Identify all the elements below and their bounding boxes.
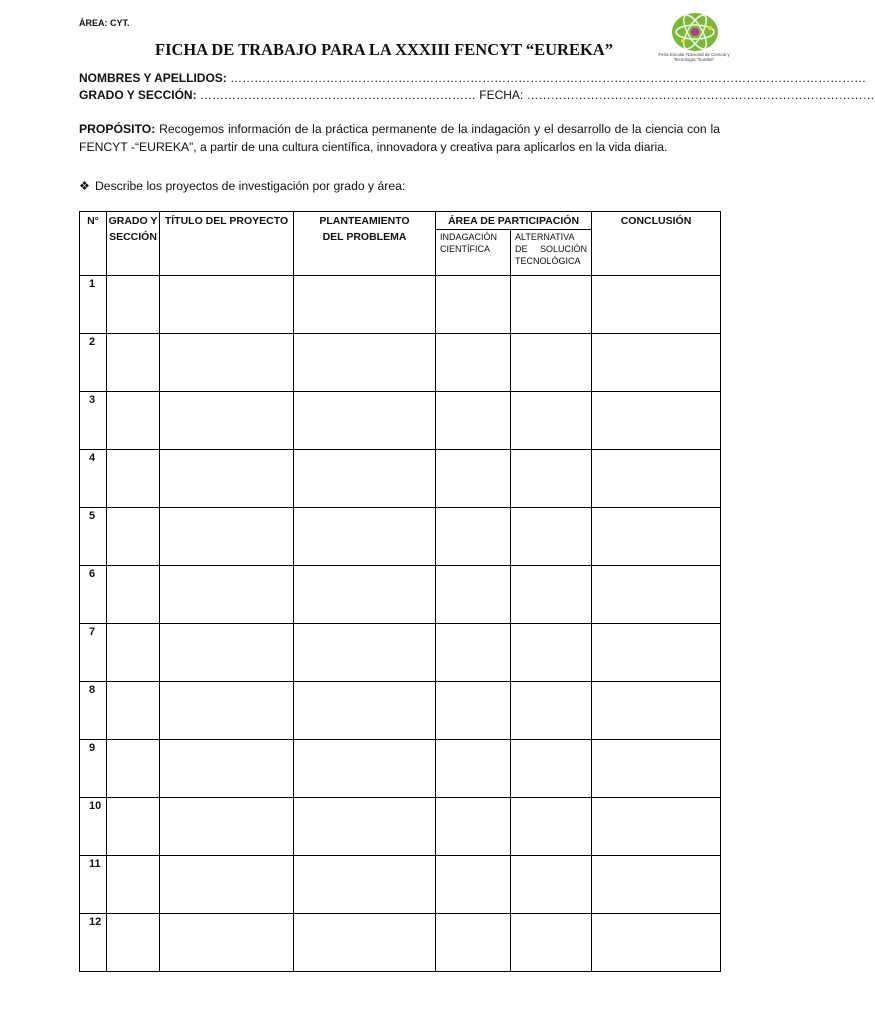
area-label: ÁREA: CYT. [79,18,130,28]
nombres-label: NOMBRES Y APELLIDOS: [79,71,227,85]
table-row [80,914,721,972]
row-number: 3 [80,392,107,450]
planteamiento-cell[interactable] [294,450,436,508]
conclusion-cell[interactable] [592,392,721,450]
conclusion-cell[interactable] [592,508,721,566]
grado-cell[interactable] [107,566,160,624]
table-row [80,856,721,914]
indagacion-cell[interactable] [436,798,511,856]
alternativa-cell[interactable] [511,450,592,508]
titulo-cell[interactable] [160,276,294,334]
projects-table [79,211,721,972]
alternativa-cell[interactable] [511,624,592,682]
fecha-field[interactable]: …………………………………………………………………………… [526,88,875,102]
instruction-text: Describe los proyectos de investigación por grado y área: [95,179,406,193]
planteamiento-cell[interactable] [294,682,436,740]
row-number: 2 [80,334,107,392]
titulo-cell[interactable] [160,914,294,972]
header-conclusion: CONCLUSIÓN [592,212,721,276]
table-body [80,276,721,972]
grado-cell[interactable] [107,450,160,508]
header-planteamiento: PLANTEAMIENTO DEL PROBLEMA [294,212,436,276]
table-row [80,392,721,450]
grado-cell[interactable] [107,508,160,566]
alternativa-cell[interactable] [511,392,592,450]
alternativa-cell[interactable] [511,856,592,914]
header-area: ÁREA DE PARTICIPACIÓN [436,212,592,230]
indagacion-cell[interactable] [436,508,511,566]
grado-label: GRADO Y SECCIÓN: [79,88,197,102]
planteamiento-cell[interactable] [294,740,436,798]
header-alternativa: ALTERNATIVA DE SOLUCIÓN TECNOLÓGICA [511,230,592,276]
grado-cell[interactable] [107,276,160,334]
table-row [80,334,721,392]
alternativa-cell[interactable] [511,508,592,566]
indagacion-cell[interactable] [436,450,511,508]
header-titulo: TÍTULO DEL PROYECTO [160,212,294,276]
row-number: 9 [80,740,107,798]
titulo-cell[interactable] [160,450,294,508]
table-row [80,450,721,508]
titulo-cell[interactable] [160,740,294,798]
proposito-label: PROPÓSITO: [79,122,156,136]
titulo-cell[interactable] [160,392,294,450]
alternativa-cell[interactable] [511,798,592,856]
table-row [80,682,721,740]
titulo-cell[interactable] [160,624,294,682]
table-row [80,798,721,856]
titulo-cell[interactable] [160,856,294,914]
grado-cell[interactable] [107,682,160,740]
grado-cell[interactable] [107,740,160,798]
nombres-field[interactable]: …………………………………………………………………………………………………………………………………………… [230,71,867,85]
planteamiento-cell[interactable] [294,508,436,566]
conclusion-cell[interactable] [592,624,721,682]
conclusion-cell[interactable] [592,740,721,798]
titulo-cell[interactable] [160,508,294,566]
titulo-cell[interactable] [160,682,294,740]
planteamiento-cell[interactable] [294,798,436,856]
row-number: 12 [80,914,107,972]
alternativa-cell[interactable] [511,276,592,334]
student-fields [79,70,875,104]
nombres-row [79,70,867,87]
row-number: 4 [80,450,107,508]
alternativa-cell[interactable] [511,682,592,740]
conclusion-cell[interactable] [592,566,721,624]
header-n: N° [80,212,107,276]
conclusion-cell[interactable] [592,856,721,914]
planteamiento-cell[interactable] [294,392,436,450]
proposito-paragraph [79,120,720,156]
conclusion-cell[interactable] [592,798,721,856]
conclusion-cell[interactable] [592,334,721,392]
planteamiento-cell[interactable] [294,914,436,972]
grado-row [79,87,875,104]
grado-cell[interactable] [107,392,160,450]
alternativa-cell[interactable] [511,914,592,972]
alternativa-cell[interactable] [511,740,592,798]
row-number: 8 [80,682,107,740]
planteamiento-cell[interactable] [294,856,436,914]
fecha-label: FECHA: [479,88,524,102]
indagacion-cell[interactable] [436,276,511,334]
planteamiento-cell[interactable] [294,276,436,334]
planteamiento-cell[interactable] [294,334,436,392]
planteamiento-cell[interactable] [294,566,436,624]
table-row [80,508,721,566]
conclusion-cell[interactable] [592,450,721,508]
row-number: 1 [80,276,107,334]
instruction [79,179,405,193]
indagacion-cell[interactable] [436,566,511,624]
conclusion-cell[interactable] [592,682,721,740]
row-number: 5 [80,508,107,566]
alternativa-cell[interactable] [511,334,592,392]
indagacion-cell[interactable] [436,740,511,798]
table-row [80,624,721,682]
page-title: FICHA DE TRABAJO PARA LA XXXIII FENCYT “EUREKA” [155,40,613,59]
alternativa-cell[interactable] [511,566,592,624]
grado-cell[interactable] [107,914,160,972]
proposito-text: Recogemos información de la práctica permanente de la indagación y el desarrollo de la ciencia con la FENCYT -“EUREKA”, a partir de una cultura científica, innovadora y creativa para aplicarlos en la vida diaria. [79,122,720,154]
header-indagacion: INDAGACIÓN CIENTÍFICA [436,230,511,276]
grado-cell[interactable] [107,798,160,856]
grado-cell[interactable] [107,624,160,682]
indagacion-cell[interactable] [436,914,511,972]
indagacion-cell[interactable] [436,334,511,392]
titulo-cell[interactable] [160,566,294,624]
table-row [80,566,721,624]
indagacion-cell[interactable] [436,624,511,682]
logo-caption: Feria Escolar Nacional de Ciencia y Tecnología "Eureka" [658,52,730,62]
table-row [80,276,721,334]
indagacion-cell[interactable] [436,682,511,740]
row-number: 6 [80,566,107,624]
conclusion-cell[interactable] [592,276,721,334]
row-number: 11 [80,856,107,914]
grado-field[interactable]: …………………………………………………………… [199,88,476,102]
row-number: 7 [80,624,107,682]
header-grado: GRADO Y SECCIÓN [107,212,160,276]
row-number: 10 [80,798,107,856]
table-row [80,740,721,798]
indagacion-cell[interactable] [436,856,511,914]
grado-cell[interactable] [107,334,160,392]
titulo-cell[interactable] [160,334,294,392]
planteamiento-cell[interactable] [294,624,436,682]
conclusion-cell[interactable] [592,914,721,972]
indagacion-cell[interactable] [436,392,511,450]
grado-cell[interactable] [107,856,160,914]
diamond-bullet-icon: ❖ [79,179,90,193]
titulo-cell[interactable] [160,798,294,856]
